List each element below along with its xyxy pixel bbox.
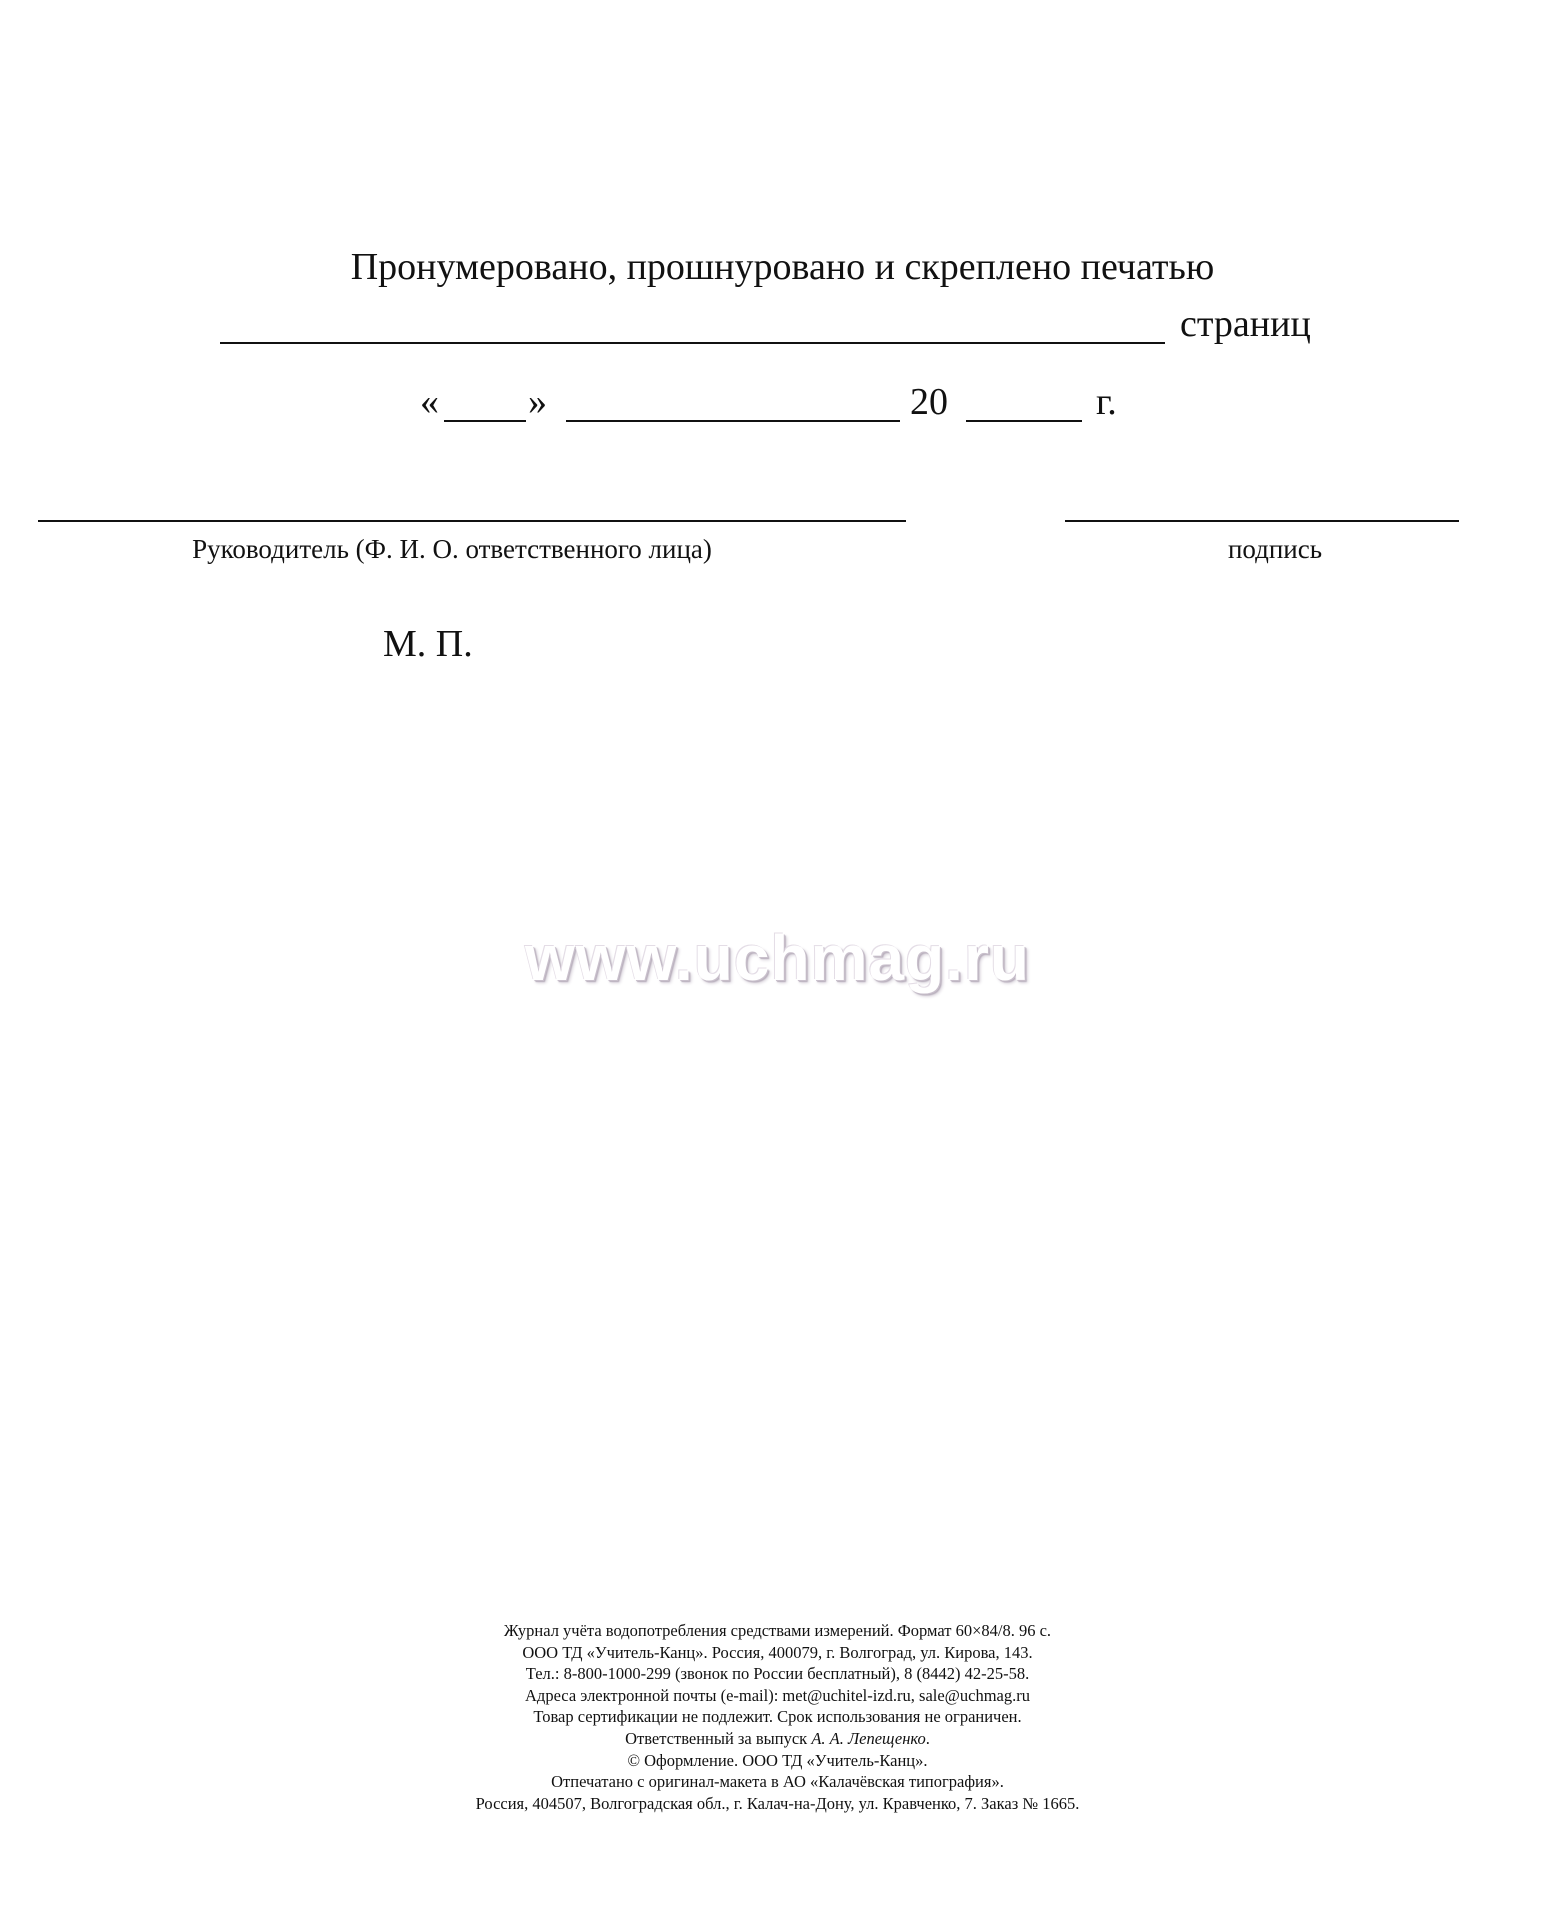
imprint-line: Россия, 404507, Волгоградская обл., г. Калач-на-Дону, ул. Кравченко, 7. Заказ № 1665.	[475, 1793, 1080, 1813]
page-heading: Пронумеровано, прошнуровано и скреплено печатью	[350, 246, 1215, 288]
imprint-line: ООО ТД «Учитель-Канц». Россия, 400079, г. Волгоград, ул. Кирова, 143.	[522, 1642, 1033, 1662]
month-blank	[566, 420, 900, 422]
date-open-quote: «	[420, 381, 439, 423]
pages-word: страниц	[1180, 303, 1311, 345]
imprint-line: Журнал учёта водопотребления средствами измерений. Формат 60×84/8. 96 с.	[503, 1621, 1052, 1640]
year-prefix: 20	[910, 381, 948, 423]
year-blank	[966, 420, 1082, 422]
signature-caption: подпись	[1227, 534, 1323, 564]
imprint-block	[0, 1620, 1555, 1814]
day-blank	[444, 420, 526, 422]
manager-name-blank	[38, 520, 906, 522]
imprint-line: Адреса электронной почты (e-mail): met@uchitel-izd.ru, sale@uchmag.ru	[525, 1685, 1030, 1705]
year-suffix: г.	[1096, 381, 1117, 423]
imprint-line: Товар сертификации не подлежит. Срок использования не ограничен.	[533, 1707, 1022, 1727]
stamp-place-label: М. П.	[383, 623, 473, 665]
imprint-line: © Оформление. ООО ТД «Учитель-Канц».	[627, 1750, 928, 1770]
page-count-blank	[220, 342, 1165, 344]
manager-caption: Руководитель (Ф. И. О. ответственного лица)	[192, 534, 712, 564]
imprint-line: Отпечатано с оригинал-макета в АО «Калачёвская типография».	[551, 1772, 1004, 1792]
responsible-suffix: .	[925, 1728, 930, 1748]
watermark: www.uchmag.ru	[525, 922, 1030, 994]
imprint-line: Тел.: 8-800-1000-299 (звонок по России бесплатный), 8 (8442) 42-25-58.	[525, 1664, 1030, 1684]
page-count-line	[220, 300, 1320, 348]
responsible-prefix: Ответственный за выпуск	[625, 1728, 812, 1748]
date-line	[420, 378, 1220, 428]
signature-blank	[1065, 520, 1459, 522]
date-close-quote: »	[528, 381, 547, 423]
responsible-name: А. А. Лепещенко	[811, 1728, 926, 1748]
imprint-responsible-line	[0, 1728, 1555, 1750]
